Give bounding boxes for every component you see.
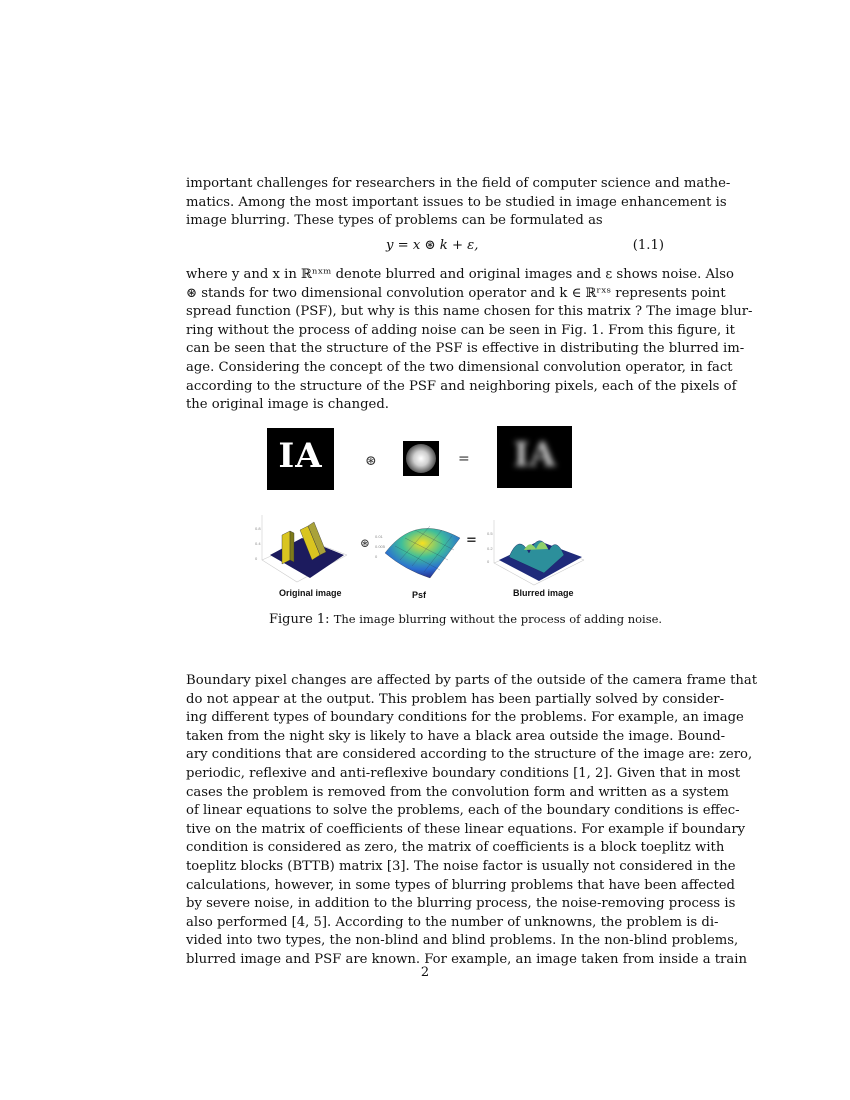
text-line: where y and x in ℝⁿˣᵐ denote blurred and original images and ε shows noise. Also (186, 267, 734, 282)
text-line: by severe noise, in addition to the blurring process, the noise-removing process is (186, 896, 736, 912)
blurred-ticks (487, 531, 493, 564)
svg-text:0.2: 0.2 (487, 546, 493, 551)
equation-1-1 (186, 238, 664, 258)
original-image-text: IA (278, 436, 323, 476)
svg-text:0: 0 (487, 559, 490, 564)
svg-text:0.005: 0.005 (375, 544, 386, 549)
psf-ticks (375, 534, 386, 559)
equals-symbol-top: = (458, 451, 470, 467)
text-line: blurred image and PSF are known. For example, an image taken from inside a train (186, 951, 747, 967)
label-blurred-image: Blurred image (513, 588, 574, 598)
original-surface-plot (252, 500, 352, 588)
blurred-image (497, 426, 572, 488)
text-line: periodic, reflexive and anti-reflexive boundary conditions [1, 2]. Given that in most (186, 765, 741, 781)
text-line: Boundary pixel changes are affected by parts of the outside of the camera frame that (186, 673, 758, 688)
paragraph-intro (186, 175, 731, 231)
equation-body: y = x ⊛ k + ε, (386, 238, 479, 253)
plot-ticks (255, 526, 261, 561)
text-line: do not appear at the output. This problem has been partially solved by consider- (186, 691, 725, 707)
text-line: age. Considering the concept of the two dimensional convolution operator, in fact (186, 359, 733, 375)
svg-text:0.4: 0.4 (255, 541, 261, 546)
figure-caption-label: Figure 1: (269, 612, 330, 627)
label-original-image: Original image (279, 588, 342, 598)
psf-image (403, 441, 439, 476)
text-line: condition is considered as zero, the matrix of coefficients is a block toeplitz with (186, 840, 725, 856)
text-line: important challenges for researchers in the field of computer science and mathe- (186, 176, 731, 191)
text-line: cases the problem is removed from the convolution form and written as a system (186, 784, 729, 800)
equation-number: (1.1) (632, 238, 664, 253)
label-psf: Psf (412, 590, 427, 600)
svg-text:0: 0 (375, 554, 378, 559)
text-line: image blurring. These types of problems can be formulated as (186, 213, 603, 229)
equals-symbol-bottom: = (466, 533, 477, 548)
text-line: can be seen that the structure of the PSF is effective in distributing the blurred im- (186, 341, 745, 357)
svg-text:0.8: 0.8 (255, 526, 261, 531)
text-line: also performed [4, 5]. According to the number of unknowns, the problem is di- (186, 914, 719, 930)
convolution-symbol-top: ⊛ (365, 453, 377, 469)
page-number: 2 (420, 965, 430, 980)
psf-surface-plot (370, 508, 470, 590)
text-line: toeplitz blocks (BTTB) matrix [3]. The noise factor is usually not considered in the (186, 858, 736, 874)
figure-caption (269, 612, 662, 627)
text-line: tive on the matrix of coefficients of these linear equations. For example if boundary (186, 821, 746, 837)
figure-caption-text: The image blurring without the process of adding noise. (333, 612, 663, 626)
text-line: according to the structure of the PSF and neighboring pixels, each of the pixels of (186, 378, 737, 394)
text-line: of linear equations to solve the problems, each of the boundary conditions is effec- (186, 803, 740, 819)
paragraph-definitions (186, 266, 753, 415)
paragraph-boundary (186, 672, 758, 970)
text-line: taken from the night sky is likely to have a black area outside the image. Bound- (186, 728, 726, 744)
text-line: calculations, however, in some types of blurring problems that have been affected (186, 877, 735, 893)
text-line: vided into two types, the non-blind and blind problems. In the non-blind problems, (186, 933, 739, 949)
blurred-image-text: IA (513, 435, 556, 475)
text-line: spread function (PSF), but why is this name chosen for this matrix ? The image blur- (186, 304, 753, 320)
text-line: ing different types of boundary conditions for the problems. For example, an image (186, 710, 744, 726)
svg-text:0.5: 0.5 (487, 531, 493, 536)
text-line: matics. Among the most important issues to be studied in image enhancement is (186, 194, 727, 210)
psf-disk (406, 444, 436, 473)
svg-text:0: 0 (255, 556, 258, 561)
psf-surface (385, 528, 460, 578)
text-line: ring without the process of adding noise can be seen in Fig. 1. From this figure, it (186, 322, 735, 338)
original-image (267, 428, 334, 490)
svg-text:0.01: 0.01 (375, 534, 383, 539)
text-line: the original image is changed. (186, 397, 389, 413)
text-line: ary conditions that are considered according to the structure of the image are: zero, (186, 747, 753, 763)
blurred-surface-plot (484, 505, 589, 590)
convolution-symbol-bottom: ⊛ (360, 536, 371, 550)
text-line: ⊛ stands for two dimensional convolution operator and k ∈ ℝʳˣˢ represents point (186, 285, 726, 301)
